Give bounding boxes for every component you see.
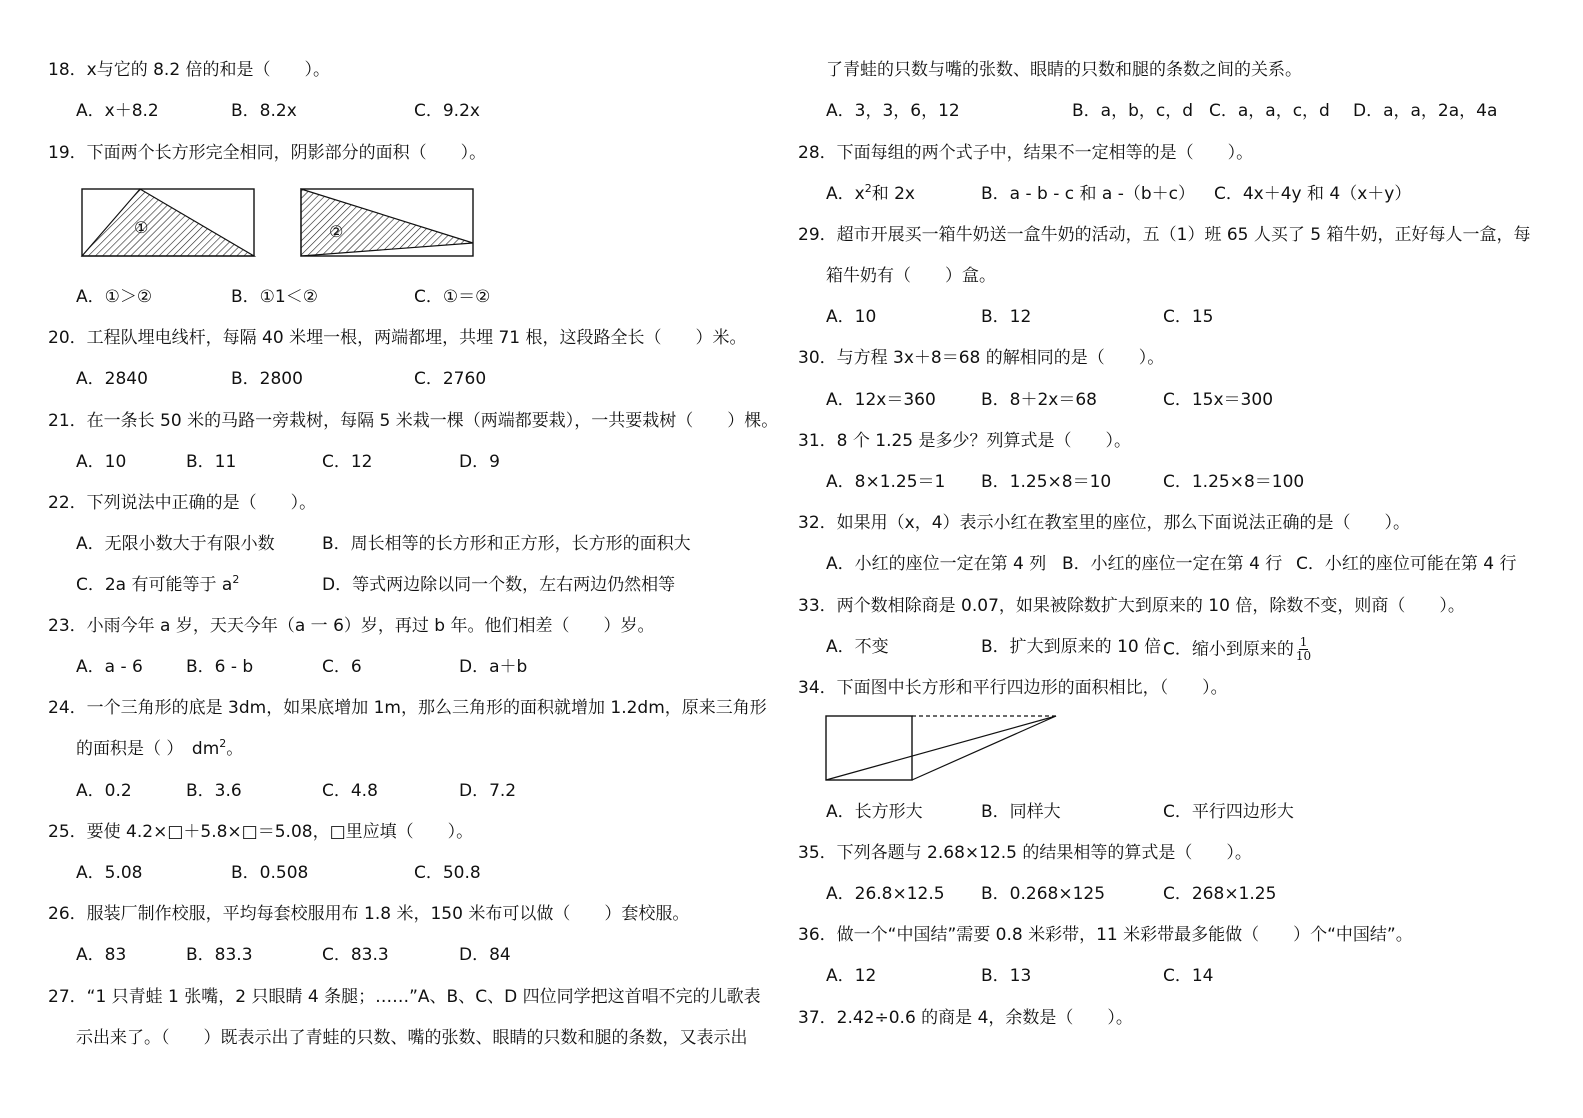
q21-stem: 21．在一条长 50 米的马路一旁栽树，每隔 5 米栽一棵（两端都要栽），一共要栽树（ ）棵。 [48,411,779,431]
q32-option-b: B．小红的座位一定在第 4 行 [1062,554,1283,574]
q24-option-b: B．3.6 [186,781,242,801]
q29-option-c: C．15 [1163,307,1214,327]
q21-option-a: A．10 [76,452,127,472]
q25-option-b: B．0.508 [231,863,309,883]
q22-option-d: D．等式两边除以同一个数，左右两边仍然相等 [322,575,676,595]
q24-option-d: D．7.2 [459,781,517,801]
q30-stem: 30．与方程 3x＋8＝68 的解相同的是（ ）。 [798,348,1165,368]
q27-stem-line2: 示出来了。（ ）既表示出了青蛙的只数、嘴的张数、眼睛的只数和腿的条数，又表示出 [76,1028,748,1048]
q34-parallelogram-edge-2 [912,716,1056,780]
q36-option-b: B．13 [981,966,1032,986]
q28-stem: 28．下面每组的两个式子中，结果不一定相等的是（ ）。 [798,143,1254,163]
q34-figure [824,713,1060,783]
q28-option-b: B．a - b - c 和 a -（b＋c） [981,184,1196,204]
q34-option-b: B．同样大 [981,802,1061,822]
q22-option-c [76,574,239,596]
q24-stem-line1: 24．一个三角形的底是 3dm，如果底增加 1m，那么三角形的面积就增加 1.2dm，原来三角形 [48,698,767,718]
q25-stem: 25．要使 4.2×□＋5.8×□＝5.08，□里应填（ ）。 [48,822,474,842]
q30-option-c: C．15x＝300 [1163,390,1274,410]
q21-option-d: D．9 [459,452,500,472]
q22-option-c-text: C．2a 有可能等于 a [76,575,233,595]
q31-stem: 31．8 个 1.25 是多少？列算式是（ ）。 [798,431,1132,451]
q31-option-b: B．1.25×8＝10 [981,472,1112,492]
q37-stem: 37．2.42÷0.6 的商是 4，余数是（ ）。 [798,1008,1133,1028]
q29-option-a: A．10 [826,307,877,327]
q18-stem: 18．x与它的 8.2 倍的和是（ ）。 [48,60,331,80]
q24-option-c: C．4.8 [322,781,378,801]
q33-stem: 33．两个数相除商是 0.07，如果被除数扩大到原来的 10 倍，除数不变，则商（ ）。 [798,596,1465,616]
q27-option-a: A．3，3，6，12 [826,101,960,121]
q35-stem: 35．下列各题与 2.68×12.5 的结果相等的算式是（ ）。 [798,843,1252,863]
q23-option-b: B．6 - b [186,657,254,677]
q19-option-b: B．①1＜② [231,287,318,307]
q19-figure-2 [299,186,477,260]
q27-stem-line1: 27．“1 只青蛙 1 张嘴，2 只眼睛 4 条腿；……”A、B、C、D 四位同学把这首唱不完的儿歌表 [48,987,761,1007]
q24-stem-line2-tail: 。 [226,739,244,759]
q18-option-b: B．8.2x [231,101,297,121]
q26-option-b: B．83.3 [186,945,253,965]
q26-stem: 26．服装厂制作校服，平均每套校服用布 1.8 米，150 米布可以做（ ）套校服。 [48,904,690,924]
q19-option-a: A．①＞② [76,287,153,307]
q31-option-a: A．8×1.25＝1 [826,472,946,492]
q33-fraction-numerator: 1 [1299,635,1308,649]
q20-option-a: A．2840 [76,369,148,389]
q33-option-c-text: C．缩小到原来的 [1163,639,1294,660]
q27-option-b: B．a，b，c，d [1072,101,1194,121]
q24-unit-exponent: 2 [219,737,227,750]
q29-stem-line1: 29．超市开展买一箱牛奶送一盒牛奶的活动，五（1）班 65 人买了 5 箱牛奶，正好每人一盒，每 [798,225,1531,245]
q34-stem: 34．下面图中长方形和平行四边形的面积相比，（ ）。 [798,678,1228,698]
q24-option-a: A．0.2 [76,781,132,801]
q28-option-a-exponent: 2 [864,182,872,195]
q22-stem: 22．下列说法中正确的是（ ）。 [48,493,317,513]
q22-option-a: A．无限小数大于有限小数 [76,534,275,554]
q36-option-c: C．14 [1163,966,1214,986]
q28-option-c: C．4x＋4y 和 4（x＋y） [1214,184,1412,204]
q21-option-c: C．12 [322,452,373,472]
q20-option-b: B．2800 [231,369,303,389]
q22-option-c-exponent: 2 [232,573,240,586]
q18-option-c: C．9.2x [414,101,480,121]
q35-option-c: C．268×1.25 [1163,884,1277,904]
q28-option-a-text: A．x [826,184,865,204]
q29-option-b: B．12 [981,307,1032,327]
q32-stem: 32．如果用（x，4）表示小红在教室里的座位，那么下面说法正确的是（ ）。 [798,513,1411,533]
q34-option-c: C．平行四边形大 [1163,802,1294,822]
q29-stem-line2: 箱牛奶有（ ）盒。 [826,266,996,286]
q19-shaded-triangle-1 [82,189,254,256]
q33-option-c [1163,636,1311,663]
q26-option-a: A．83 [76,945,127,965]
q20-option-c: C．2760 [414,369,487,389]
q32-option-a: A．小红的座位一定在第 4 列 [826,554,1047,574]
q19-label-1: ① [134,218,149,237]
q24-stem-line2 [76,738,243,760]
q33-option-b: B．扩大到原来的 10 倍 [981,637,1162,657]
q36-stem: 36．做一个“中国结”需要 0.8 米彩带，11 米彩带最多能做（ ）个“中国结”。 [798,925,1413,945]
q35-option-b: B．0.268×125 [981,884,1106,904]
q24-stem-line2-text: 的面积是（ ） dm [76,739,220,759]
q22-option-b: B．周长相等的长方形和正方形，长方形的面积大 [322,534,691,554]
q34-parallelogram-edge-1 [826,716,1056,780]
q34-option-a: A．长方形大 [826,802,923,822]
q25-option-a: A．5.08 [76,863,143,883]
q30-option-a: A．12x＝360 [826,390,936,410]
q33-fraction [1296,636,1311,663]
q26-option-d: D．84 [459,945,511,965]
q23-option-a: A．a - 6 [76,657,143,677]
q27-stem-line3: 了青蛙的只数与嘴的张数、眼睛的只数和腿的条数之间的关系。 [826,60,1302,80]
q23-stem: 23．小雨今年 a 岁，天天今年（a 一 6）岁，再过 b 年。他们相差（ ）岁。 [48,616,655,636]
q30-option-b: B．8＋2x＝68 [981,390,1097,410]
q19-shaded-triangle-2 [301,189,473,256]
q35-option-a: A．26.8×12.5 [826,884,945,904]
q32-option-c: C．小红的座位可能在第 4 行 [1296,554,1517,574]
q31-option-c: C．1.25×8＝100 [1163,472,1305,492]
q36-option-a: A．12 [826,966,877,986]
q34-rectangle [826,716,912,780]
q27-option-c: C．a，a，c，d [1209,101,1330,121]
q25-option-c: C．50.8 [414,863,481,883]
q19-stem: 19．下面两个长方形完全相同，阴影部分的面积（ ）。 [48,143,487,163]
q19-label-2: ② [329,222,344,241]
q18-option-a: A．x＋8.2 [76,101,159,121]
q21-option-b: B．11 [186,452,237,472]
q23-option-d: D．a＋b [459,657,528,677]
q33-option-a: A．不变 [826,637,889,657]
q23-option-c: C．6 [322,657,362,677]
q28-option-a-tail: 和 2x [871,184,915,204]
q28-option-a [826,183,915,205]
q26-option-c: C．83.3 [322,945,389,965]
q19-option-c: C．①＝② [414,287,491,307]
q19-figure-1 [80,186,258,260]
q27-option-d: D．a，a，2a，4a [1353,101,1498,121]
q33-fraction-denominator: 10 [1295,649,1312,663]
q20-stem: 20．工程队埋电线杆，每隔 40 米埋一根，两端都埋，共埋 71 根，这段路全长（ ）米。 [48,328,747,348]
